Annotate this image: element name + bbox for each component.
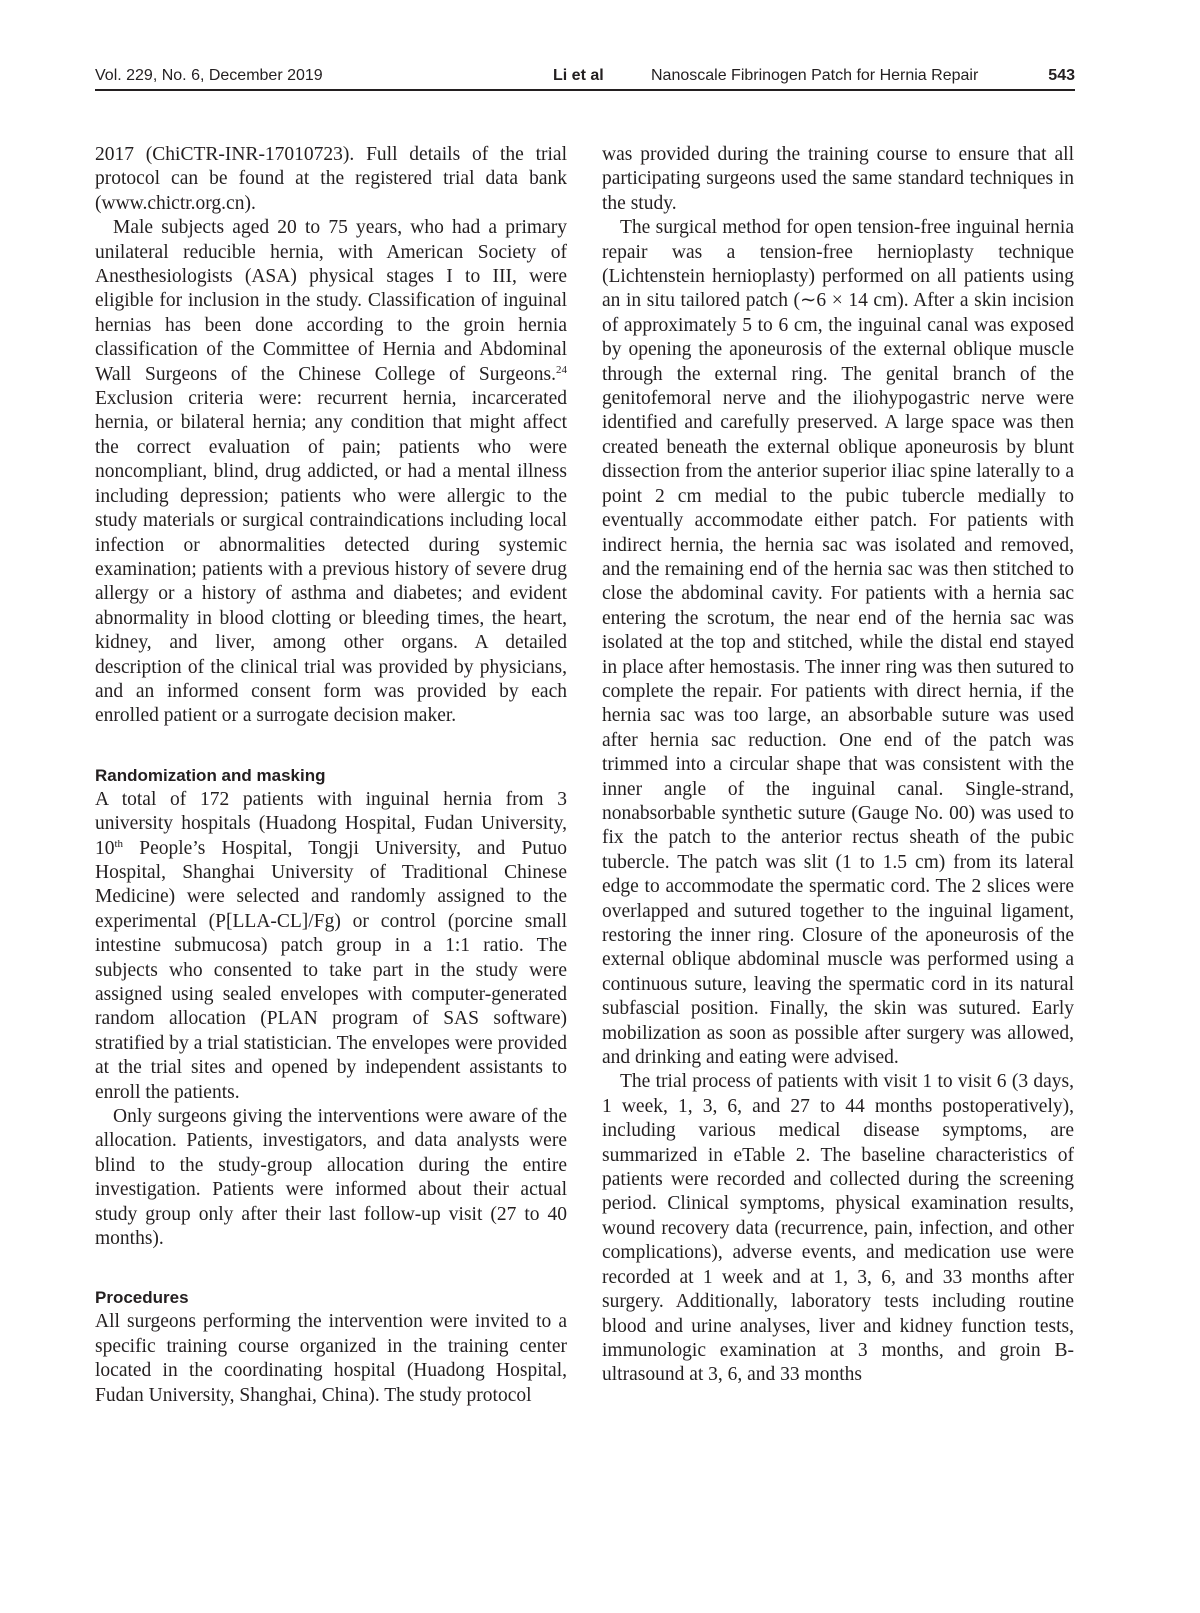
paragraph: 2017 (ChiCTR-INR-17010723). Full details of the trial protocol can be found at the registered trial data bank (www.chictr.org.cn). — [95, 144, 567, 214]
paragraph: All surgeons performing the intervention were invited to a specific training course organized in the training center located in the coordinating hospital (Huadong Hospital, Fudan University, Shanghai, China). The study protocol — [95, 1311, 567, 1406]
journal-volume: Vol. 229, No. 6, December 2019 — [95, 67, 323, 84]
right-column — [602, 143, 1074, 1388]
paragraph-text: Male subjects aged 20 to 75 years, who had a primary unilateral reducible hernia, with American Society of Anesthesiologists (ASA) physical stages I to III, were eligible for inclusion in the study. Classification of inguinal hernias has been done according to the groin hernia classification of the Committee of Hernia and Abdominal Wall Surgeons of the Chinese College of Surgeons. — [95, 217, 567, 385]
ordinal-suffix: th — [114, 837, 124, 850]
section-heading-randomization: Randomization and masking — [95, 765, 326, 785]
paragraph-text: People’s Hospital, Tongji University, and Putuo Hospital, Shanghai University of Traditional Chinese Medicine) were selected and randomly assigned to the experimental (P[LLA-CL]/Fg) or control (porcine small intestine submucosa) patch group in a 1:1 ratio. The subjects who consented to take part in the study were assigned using sealed envelopes with computer-generated random allocation (PLAN program of SAS software) stratified by a trial statistician. The envelopes were provided at the trial sites and opened by independent assistants to enroll the patients. — [95, 837, 567, 1103]
citation-ref: 24 — [556, 363, 567, 376]
section-heading-procedures: Procedures — [95, 1288, 189, 1308]
left-column — [95, 143, 567, 1408]
running-authors: Li et al — [553, 67, 604, 84]
page-number: 543 — [1048, 67, 1075, 84]
running-header — [95, 63, 1075, 91]
paragraph-text: Exclusion criteria were: recurrent hernia, incarcerated hernia, or bilateral hernia; any condition that might affect the correct evaluation of pain; patients who were noncompliant, blind, drug addicted, or had a mental illness including depression; patients who were allergic to the study materials or surgical contraindications including local infection or abnormalities detected during systemic examination; patients with a previous history of severe drug allergy or a history of asthma and diabetes; and evident abnormality in blood clotting or bleeding times, the heart, kidney, and liver, among other organs. A detailed description of the clinical trial was provided by physicians, and an informed consent form was provided by each enrolled patient or a surrogate decision maker. — [95, 388, 567, 727]
running-title: Nanoscale Fibrinogen Patch for Hernia Repair — [651, 67, 979, 84]
paragraph — [95, 216, 567, 729]
paragraph: Only surgeons giving the interventions were aware of the allocation. Patients, investigators, and data analysts were blind to the study-group allocation during the entire investigation. Patients were informed about their actual study group only after their last follow-up visit (27 to 40 months). — [95, 1106, 567, 1250]
paragraph: The trial process of patients with visit 1 to visit 6 (3 days, 1 week, 1, 3, 6, and 27 to 44 months postoperatively), including various medical disease symptoms, are summarized in eTable 2. The baseline characteristics of patients were recorded and collected during the screening period. Clinical symptoms, physical examination results, wound recovery data (recurrence, pain, infection, and other complications), adverse events, and medication use were recorded at 1 week and at 1, 3, 6, and 33 months after surgery. Additionally, laboratory tests including routine blood and urine analyses, liver and kidney function tests, immunologic examination at 3 months, and groin B-ultrasound at 3, 6, and 33 months — [602, 1071, 1074, 1386]
paragraph: The surgical method for open tension-free inguinal hernia repair was a tension-free hernioplasty technique (Lichtenstein hernioplasty) performed on all patients using an in situ tailored patch (∼6 × 14 cm). After a skin incision of approximately 5 to 6 cm, the inguinal canal was exposed by opening the aponeurosis of the external oblique muscle through the external ring. The genital branch of the genitofemoral nerve and the iliohypogastric nerve were identified and carefully preserved. A large space was then created beneath the external oblique aponeurosis by blunt dissection from the anterior superior iliac spine laterally to a point 2 cm medial to the pubic tubercle medially to eventually accommodate either patch. For patients with indirect hernia, the hernia sac was isolated and removed, and the remaining end of the hernia sac was then stitched to close the abdominal cavity. For patients with a hernia sac entering the scrotum, the near end of the hernia sac was isolated at the top and stitched, while the distal end stayed in place after hemostasis. The inner ring was then sutured to complete the repair. For patients with direct hernia, if the hernia sac was too large, an absorbable suture was used after hernia sac reduction. One end of the patch was trimmed into a circular shape that was consistent with the inner angle of the inguinal canal. Single-strand, nonabsorbable synthetic suture (Gauge No. 00) was used to fix the patch to the anterior rectus sheath of the pubic tubercle. The patch was slit (1 to 1.5 cm) from its lateral edge to accommodate the spermatic cord. The 2 slices were overlapped and sutured together to the inguinal ligament, restoring the inner ring. Closure of the aponeurosis of the external oblique abdominal muscle was performed using a continuous suture, leaving the spermatic cord in its natural subfascial position. Finally, the skin was sutured. Early mobilization as soon as possible after surgery was allowed, and drinking and eating were advised. — [602, 217, 1074, 1069]
paragraph: was provided during the training course to ensure that all participating surgeons used the same standard techniques in the study. — [602, 144, 1074, 214]
paragraph-text: A total of 172 patients with inguinal hernia from 3 university hospitals (Huadong Hospital, Fudan University, 10 — [95, 788, 567, 859]
paragraph — [95, 788, 567, 1105]
